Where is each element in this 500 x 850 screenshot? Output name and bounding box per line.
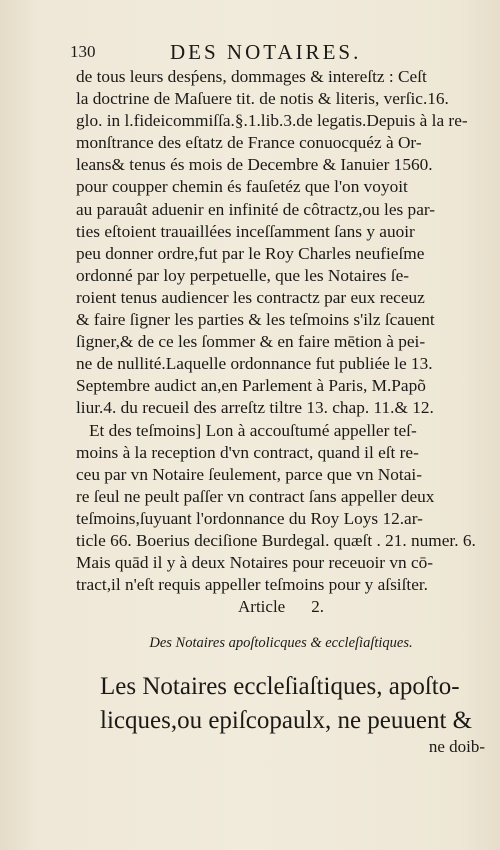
page-number: 130 xyxy=(70,42,96,61)
text-line: moins à la reception d'vn contract, quand il eſt re- xyxy=(76,442,419,462)
article-label: Article xyxy=(238,597,286,616)
article-title: Des Notaires apoſtolicques & eccleſiaſtiques. xyxy=(149,635,413,651)
text-line: de tous leurs desṕens, dommages & intereſtz : Ceſt xyxy=(76,67,427,86)
text-line: ticle 66. Boerius deciſione Burdegal. quæſt . 21. numer. 6. xyxy=(76,530,476,550)
text-line: pour coupper chemin és fauſetéz que l'on voyoit xyxy=(76,177,408,197)
text-line: Mais quād il y à deux Notaires pour receuoir vn cō- xyxy=(76,553,434,573)
article-opening-text xyxy=(100,670,490,738)
large-text-line: Les Notaires eccleſiaſtiques, apoſto- xyxy=(100,673,460,700)
large-text-line: licques,ou epiſcopaulx, ne peuuent & xyxy=(100,707,473,734)
text-line: liur.4. du recueil des arreſtz tiltre 13. chap. 11.& 12. xyxy=(76,398,434,418)
text-line: teſmoins,ſuyuant l'ordonnance du Roy Loys 12.ar- xyxy=(76,508,423,528)
text-line: Et des teſmoins] Lon à accouſtumé appeller teſ- xyxy=(76,420,417,440)
text-line: ne de nullité.Laquelle ordonnance fut publiée le 13. xyxy=(76,354,433,374)
text-line: Septembre audict an,en Parlement à Paris, M.Papõ xyxy=(76,376,426,396)
text-line: re ſeul ne peult paſſer vn contract ſans appeller deux xyxy=(76,486,435,506)
text-line: ordonné par loy perpetuelle, que les Notaires ſe- xyxy=(76,265,410,285)
body-text xyxy=(76,66,486,596)
running-head: DES NOTAIRES. xyxy=(170,40,362,64)
text-line: & faire ſigner les parties & les teſmoins s'ilz ſcauent xyxy=(76,310,435,330)
article-number: 2. xyxy=(311,597,324,616)
text-line: leans& tenus és mois de Decembre & Ianuier 1560. xyxy=(76,155,433,175)
article-heading xyxy=(76,597,486,617)
text-line: ties eſtoient trauaillées inceſſamment ſans y auoir xyxy=(76,221,415,241)
text-line: au parauât aduenir en infinité de côtractz,ou les par- xyxy=(76,199,436,219)
text-line: glo. in l.fideicommiſſa.§.1.lib.3.de legatis.Depuis à la re- xyxy=(76,111,468,131)
catchword: ne doib- xyxy=(428,737,485,756)
text-line: tract,il n'eſt requis appeller teſmoins pour y aſsiſter. xyxy=(76,575,429,595)
page-header xyxy=(70,40,480,66)
text-line: roient tenus audiencer les contractz par eux receuz xyxy=(76,287,425,307)
text-line: la doctrine de Maſuere tit. de notis & literis, verſic.16. xyxy=(76,89,449,109)
text-line: ceu par vn Notaire ſeulement, parce que vn Notai- xyxy=(76,464,422,484)
text-line: monſtrance des eſtatz de France conuocquéz à Or- xyxy=(76,133,422,153)
text-line: ſigner,& de ce les ſommer & en faire mētion à pei- xyxy=(76,332,426,352)
text-line: peu donner ordre,fut par le Roy Charles neufieſme xyxy=(76,243,425,263)
